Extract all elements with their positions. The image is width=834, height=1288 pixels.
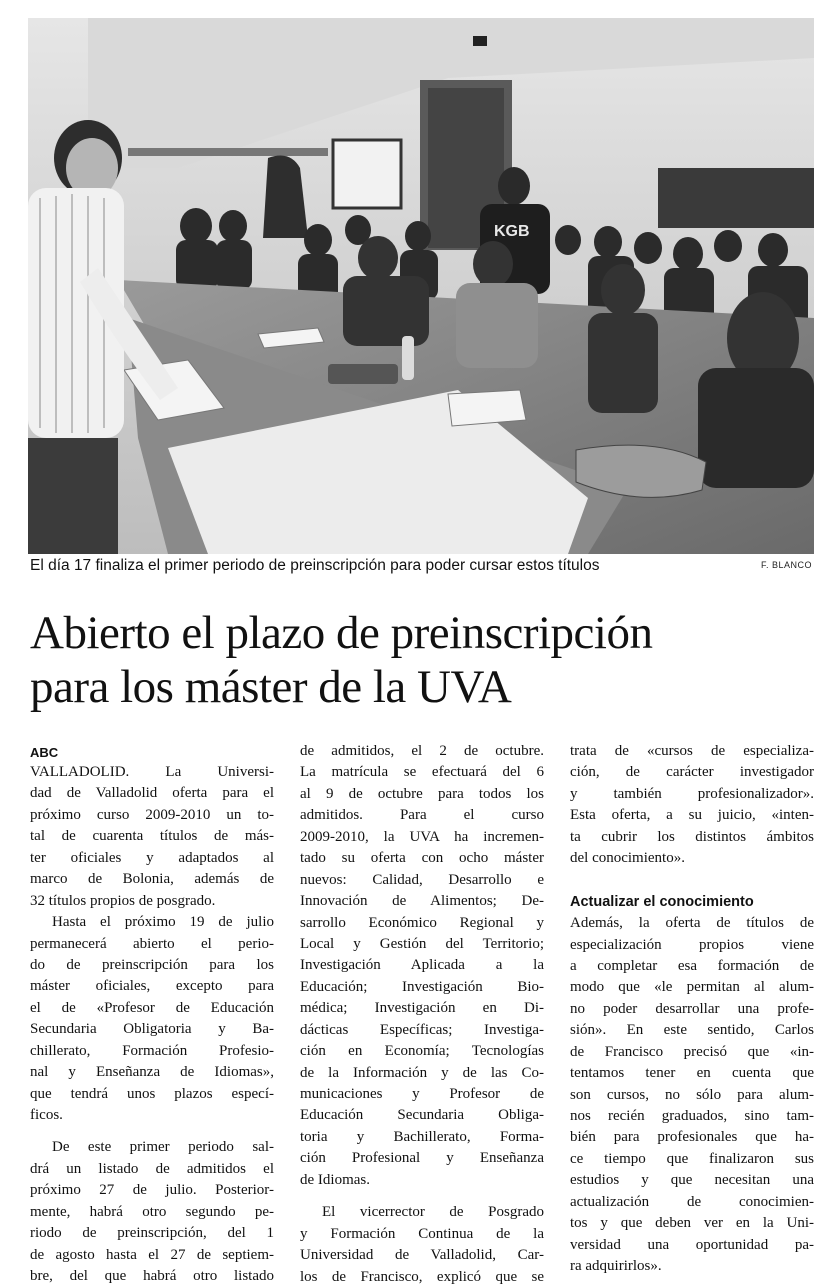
classroom-photo-illustration [28,18,814,554]
text-line: a completar esa formación de [570,957,814,974]
text-line: dad de Valladolid oferta para el [30,785,274,802]
text-line: admitidos. Para el curso [300,807,544,824]
text-line: nal y Enseñanza de Idiomas», [30,1064,274,1081]
article-column-1 [30,741,274,1288]
headline-line-2: para los máster de la UVA [30,661,512,713]
text-line: que tendrá unos plazos especí- [30,1085,274,1102]
text-line: al 9 de octubre para todos los [300,785,544,802]
text-line: especialización propios viene [570,936,814,953]
article-source: ABC [30,745,59,760]
text-line: sarrollo Económico Regional y [300,914,544,931]
text-line: mente, habrá otro segundo pe- [30,1203,274,1220]
text-line: nos recién graduados, sino tam- [570,1108,814,1124]
text-line: La matrícula se efectuará del 6 [300,764,544,781]
text-line: drá un listado de admitidos el [30,1160,274,1177]
text-line: los de Francisco, explicó que se [300,1268,544,1285]
text-line: Además, la oferta de títulos de [570,915,814,932]
text-line: y Formación Continua de la [300,1225,544,1242]
text-line: riodo de preinscripción, del 1 [30,1225,274,1242]
text-line: ficos. [30,1107,63,1123]
text-line: Educación Secundaria Obliga- [300,1107,544,1124]
text-line: Investigación Aplicada a la [300,957,544,974]
text-line: del conocimiento». [570,850,685,867]
text-line: Local y Gestión del Territorio; [300,935,544,952]
text-line: sión». En este sentido, Carlos [570,1022,814,1039]
headline-line-1: Abierto el plazo de preinscripción [30,607,653,659]
section-subhead: Actualizar el conocimiento [570,893,754,910]
text-line: Universidad de Valladolid, Car- [300,1247,544,1264]
text-line: chillerato, Formación Profesio- [30,1042,274,1059]
text-line: de Idiomas. [300,1171,370,1188]
text-line: próximo 27 de julio. Posterior- [30,1182,274,1199]
text-line: nuevos: Calidad, Desarrollo e [300,871,544,888]
text-line: de agosto hasta el 27 de septiem- [30,1246,274,1263]
article-column-3 [570,741,814,1278]
text-line: actualización de conocimien- [570,1193,814,1210]
text-line: máster oficiales, excepto para [30,978,274,995]
text-line: De este primer periodo sal- [52,1139,274,1156]
text-line: permanecerá abierto el perio- [30,935,274,952]
text-line: 32 títulos propios de posgrado. [30,892,216,909]
text-line: y también profesionalizador». [570,785,814,802]
classroom-photo [28,18,814,554]
headline [30,606,820,714]
text-line: tal de cuarenta títulos de más- [30,828,274,845]
article-column-2 [300,741,544,1288]
text-line: ción, de carácter investigador [570,764,814,781]
text-line: Esta oferta, a su juicio, «inten- [570,807,814,824]
text-line: Hasta el próximo 19 de julio [52,914,274,931]
text-line: de admitidos, el 2 de octubre. [300,743,544,759]
text-line: tos y que deben ver en la Uni- [570,1215,814,1232]
text-line: marco de Bolonia, además de [30,871,274,888]
text-line: próximo curso 2009-2010 un to- [30,806,274,823]
text-line: son cursos, no sólo para alum- [570,1086,814,1103]
text-line: Innovación de Alimentos; De- [300,893,544,910]
photo-caption: El día 17 finaliza el primer periodo de preinscripción para poder cursar estos títulos [30,557,600,574]
photo-credit: F. BLANCO [760,560,812,570]
text-line: Educación; Investigación Bio- [300,978,544,995]
text-line: do de preinscripción para los [30,956,274,973]
text-line: El vicerrector de Posgrado [322,1204,544,1221]
text-line: el de «Profesor de Educación [30,999,274,1016]
text-line: ta cubrir los distintos ámbitos [570,828,814,845]
text-line: bién para profesionales que ha- [570,1129,814,1146]
text-line: ra adquirirlos». [570,1258,662,1275]
text-line: 2009-2010, la UVA ha incremen- [300,828,544,845]
text-line: modo que «le permitan al alum- [570,979,814,996]
kgb-shirt-text: KGB [494,223,530,240]
text-line: ción en Economía; Tecnologías [300,1043,544,1060]
text-line: ce tiempo que finalizaron sus [570,1150,814,1167]
text-line: trata de «cursos de especializa- [570,743,814,759]
text-line: no poder desarrollar una profe- [570,1000,814,1017]
text-line: de Francisco precisó que «in- [570,1043,814,1060]
text-line: estudios y que necesitan una [570,1172,814,1189]
text-line: tentamos tener en cuenta que [570,1065,814,1082]
text-line: toria y Bachillerato, Forma- [300,1128,544,1145]
text-line: versidad una oportunidad pa- [570,1236,814,1253]
text-line: municaciones y Profesor de [300,1086,544,1102]
text-line: médica; Investigación en Di- [300,1000,544,1017]
text-line: ter oficiales y adaptados al [30,849,274,866]
text-line: Secundaria Obligatoria y Ba- [30,1021,274,1038]
text-line: de la Información y de las Co- [300,1064,544,1081]
text-line: bre, del que habrá otro listado [30,1268,274,1285]
text-line: dácticas Específicas; Investiga- [300,1021,544,1038]
text-line: VALLADOLID. La Universi- [30,764,274,780]
text-line: ción Profesional y Enseñanza [300,1150,544,1167]
text-line: tado su oferta con ocho máster [300,850,544,867]
